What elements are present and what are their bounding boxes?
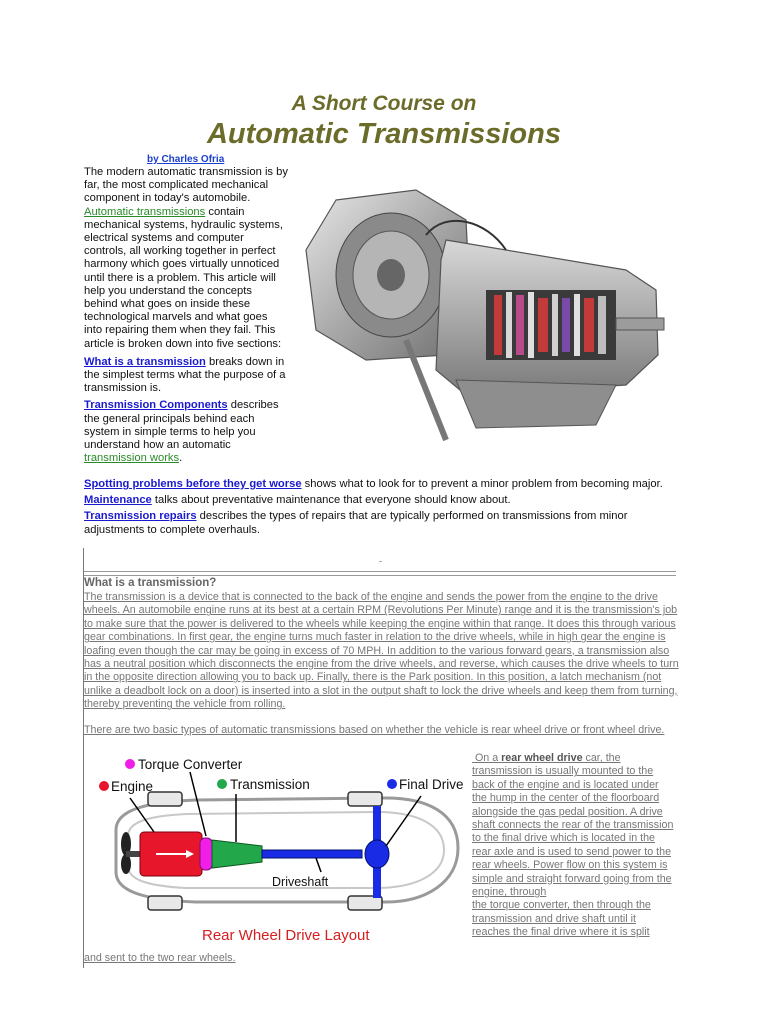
label-driveshaft: Driveshaft	[272, 875, 329, 889]
front-right-wheel	[148, 896, 182, 910]
rwd-tail: and sent to the two rear wheels.	[84, 952, 236, 964]
driveshaft-shape	[262, 850, 362, 858]
rwd-body2: the torque converter, then through the transmission and drive shaft until it reaches the final drive where it is split	[472, 899, 651, 939]
front-left-wheel	[148, 792, 182, 806]
spotting-entry	[84, 478, 684, 491]
maintenance-desc: talks about preventative maintenance that everyone should know about.	[154, 494, 511, 507]
section-links	[84, 478, 684, 540]
what-is-transmission-link[interactable]: What is a transmission	[84, 355, 206, 368]
rwd-body: transmission is usually mounted to the back of the engine and is located under the hump in the center of the floorboard alongside the gas pedal position. A drive shaft connects the rear of the transmission to the final drive which is located in the rear axle and is used to send power to the rear wheels. Power flow on this system is simple and straight forward going from the engine, through	[472, 765, 674, 899]
transmission-legend-dot	[217, 779, 227, 789]
components-section-desc: describes the general principals behind each system in simple terms to help you understand how an automatic	[84, 399, 279, 452]
rear-right-wheel	[348, 896, 382, 910]
legend-engine: Engine	[111, 779, 154, 794]
section-divider	[84, 571, 676, 576]
page-title-line2: Automatic Transmissions	[206, 118, 561, 150]
fan-icon	[121, 832, 140, 874]
rear-left-wheel	[348, 792, 382, 806]
components-section-entry	[84, 399, 288, 465]
intro-column	[84, 166, 288, 465]
what-is-heading: What is a transmission?	[84, 577, 217, 589]
intro-text: The modern automatic transmission is by far, the most complicated mechanical component in today's automobile.	[84, 166, 288, 205]
what-section-desc: breaks down in the simplest terms what the purpose of a transmission is.	[84, 355, 286, 395]
intro-paragraph	[84, 166, 288, 351]
legend-transmission: Transmission	[230, 777, 310, 792]
period: .	[179, 452, 183, 465]
engine-legend-dot	[99, 781, 109, 791]
repairs-desc: describes the types of repairs that are typically performed on transmissions from minor adjustments to complete overhauls.	[84, 510, 628, 536]
intro-text-continued: contain mechanical systems, hydraulic systems, electrical systems and computer controls, all working together in perfect harmony which goes virtually unnoticed until there is a problem. This article will help you understand the concepts behind what goes on inside these technological marvels and what goes into repairing them when they fail. This article is broken down into five sections:	[84, 205, 283, 350]
rwd-lead-post: car, the	[585, 752, 621, 764]
transmission-works-link[interactable]: transmission works	[84, 452, 180, 465]
maintenance-entry	[84, 494, 684, 507]
what-is-text: The transmission is a device that is connected to the back of the engine and sends the power from the engine to the drive wheels. An automobile engine runs at its best at a certain RPM (Revolutions Per Minute) range and it is the transmission's job to make sure that the power is delivered to the wheels while keeping the engine within that range. It does this through various gear combinations. In first gear, the engine turns much faster in relation to the drive wheels, while in high gear the engine is loafing even though the car may be going in excess of 70 MPH. In addition to the various forward gears, a transmission also has a neutral position which disconnects the engine from the drive wheels, and reverse, which causes the drive wheels to turn in the opposite direction allowing you to back up. Finally, there is the Park position. In this position, a latch mechanism (not unlike a deadbolt lock on a door) is inserted into a slot in the output shaft to lock the drive wheels and keep them from turning, thereby preventing the vehicle from rolling.	[84, 591, 679, 711]
rwd-lead	[472, 752, 621, 764]
final-legend-dot	[387, 779, 397, 789]
transmission-cutaway-image	[296, 180, 668, 460]
rwd-description	[472, 752, 676, 940]
legend-final-drive: Final Drive	[399, 777, 464, 792]
maintenance-link[interactable]: Maintenance	[84, 494, 152, 507]
torque-converter-shape	[200, 838, 212, 870]
transmission-repairs-link[interactable]: Transmission repairs	[84, 510, 197, 523]
page-title-line1: A Short Course on	[291, 92, 477, 115]
final-drive-shape	[365, 840, 389, 868]
types-text: There are two basic types of automatic transmissions based on whether the vehicle is rear wheel drive or front wheel drive.	[84, 724, 665, 736]
rwd-lead-bold: rear wheel drive	[501, 752, 583, 764]
what-is-body	[84, 591, 680, 712]
rear-wheel-drive-diagram	[86, 752, 470, 948]
diagram-caption: Rear Wheel Drive Layout	[202, 927, 370, 944]
rwd-lead-pre: On a	[474, 752, 499, 764]
repairs-entry	[84, 510, 684, 536]
automatic-transmissions-link[interactable]: Automatic transmissions	[84, 205, 206, 218]
author-link[interactable]: by Charles Ofria	[147, 154, 225, 165]
what-section-entry	[84, 356, 288, 396]
legend-torque-converter: Torque Converter	[138, 757, 243, 772]
divider-mark: -	[379, 556, 382, 566]
torque-legend-dot	[125, 759, 135, 769]
transmission-shape	[212, 840, 262, 868]
transmission-components-link[interactable]: Transmission Components	[84, 399, 228, 412]
spotting-problems-link[interactable]: Spotting problems before they get worse	[84, 478, 302, 490]
spotting-desc: shows what to look for to prevent a minor problem from becoming major.	[304, 478, 663, 490]
